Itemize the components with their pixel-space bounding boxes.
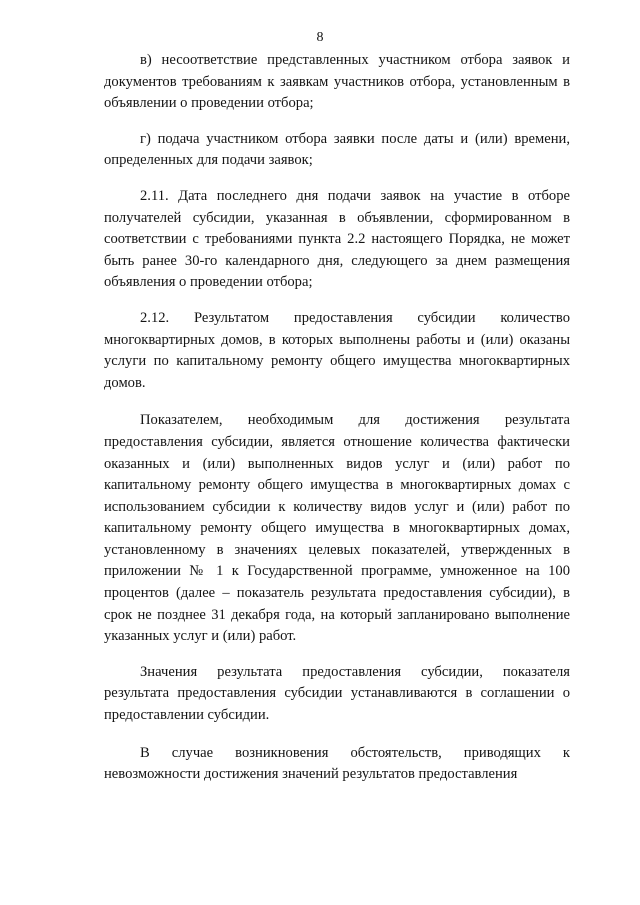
paragraph-circumstances: В случае возникновения обстоятельств, приводящих к невозможности достижения значений результатов предоставления bbox=[104, 744, 570, 783]
paragraph-2-11: 2.11. Дата последнего дня подачи заявок на участие в отборе получателей субсидии, указанная в объявлении, сформированном в соответствии с требованиями пункта 2.2 настоящего Порядка, не может быть ранее 30-го календарного дня, следующего за днем размещения объявления о проведении отбора; bbox=[104, 187, 570, 291]
paragraph-v: в) несоответствие представленных участником отбора заявок и документов требованиям к заявкам участников отбора, установленным в объявлении о проведении отбора; bbox=[104, 52, 570, 112]
paragraph-g: г) подача участником отбора заявки после даты и (или) времени, определенных для подачи заявок; bbox=[104, 130, 570, 169]
page-number: 8 bbox=[316, 30, 324, 45]
paragraph-indicator: Показателем, необходимым для достижения результата предоставления субсидии, является отношение количества фактически оказанных и (или) выполненных видов услуг и (или) работ по капитальному ремонту общего имущества в многоквартирных домах с использованием субсидии к количеству видов услуг и (или) работ по капитальному ремонту общего имущества в многоквартирных домах, установленному в значениях целевых показателей, утвержденных в приложении № 1 к Государственной программе, умноженное на 100 процентов (далее – показатель результата предоставления субсидии), в срок не позднее 31 декабря года, на который запланировано выполнение указанных услуг и (или) работ. bbox=[104, 412, 570, 645]
paragraph-2-12: 2.12. Результатом предоставления субсидии количество многоквартирных домов, в которых выполнены работы и (или) оказаны услуги по капитальному ремонту общего имущества многоквартирных домов. bbox=[104, 309, 570, 391]
paragraph-values: Значения результата предоставления субсидии, показателя результата предоставления субсидии устанавливаются в соглашении о предоставлении субсидии. bbox=[104, 663, 570, 724]
document-body bbox=[104, 50, 570, 786]
